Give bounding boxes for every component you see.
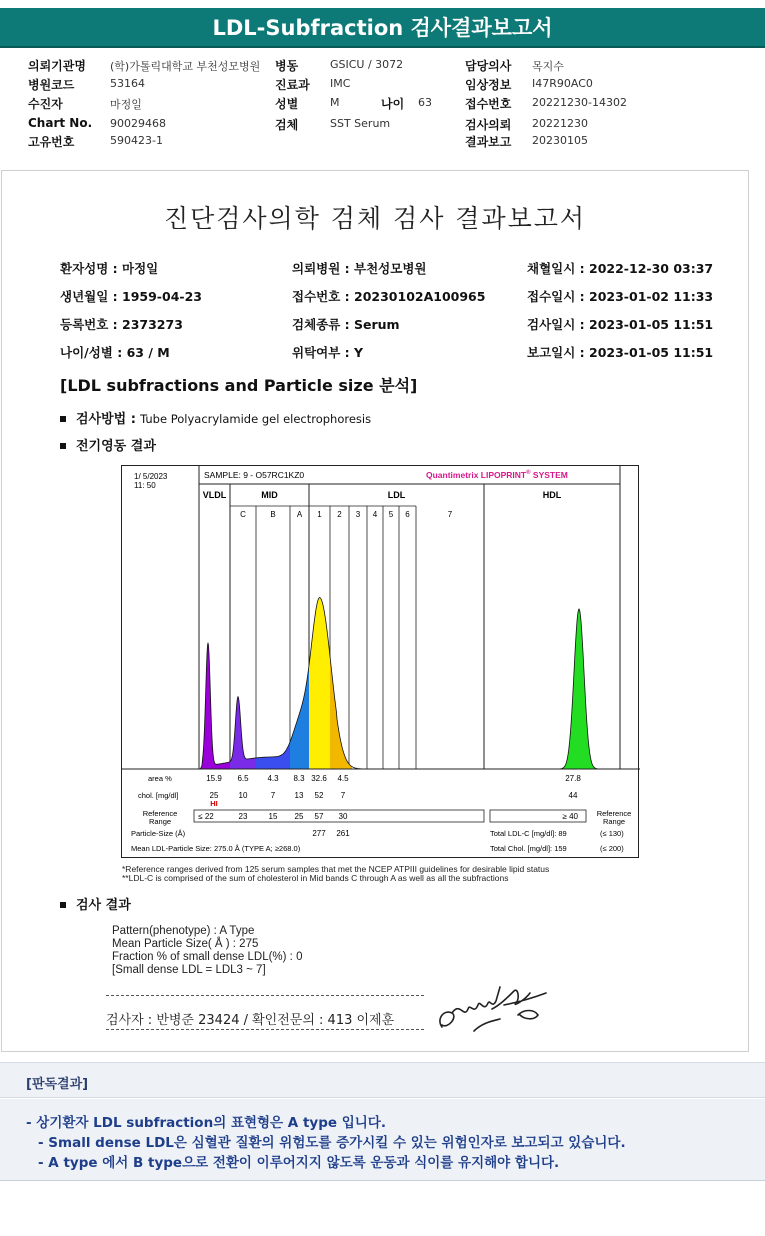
ldl1-area <box>309 598 330 769</box>
band-label-7: 7 <box>447 510 453 519</box>
header-value: 20230105 <box>532 134 588 147</box>
header-label: 병원코드 <box>28 78 75 92</box>
result-fraction: Fraction % of small dense LDL(%) : 0 <box>112 951 303 963</box>
total-ldl: Total LDL-C [mg/dl]: 89 <box>490 829 567 838</box>
header-value: 90029468 <box>110 117 166 130</box>
result-label: 검사 결과 <box>76 898 131 913</box>
header-value: GSICU / 3072 <box>330 58 404 71</box>
header-value: 목지수 <box>532 60 564 73</box>
interp-line-1: - 상기환자 LDL subfraction의 표현형은 A type 입니다. <box>26 1115 386 1131</box>
result-sdldl-def: [Small dense LDL = LDL3 ~ 7] <box>112 964 266 976</box>
particle-size-value: 261 <box>336 829 350 838</box>
result-row <box>60 894 131 913</box>
patient-info-item: 생년월일 : 1959-04-23 <box>60 289 202 304</box>
chol-label: chol. [mg/dl] <box>138 791 179 800</box>
interpretation-body <box>0 1099 765 1181</box>
area-value: 6.5 <box>237 774 249 783</box>
header-label: 임상정보 <box>465 78 512 92</box>
electrophoresis-chart <box>121 465 639 858</box>
report-card <box>1 170 749 1052</box>
header-value: I47R90AC0 <box>532 77 593 90</box>
chart-time: 11: 50 <box>134 481 156 490</box>
signer-line: 검사자 : 반병준 23424 / 확인전문의 : 413 이제훈 <box>106 1013 395 1028</box>
band-label-3: 3 <box>355 510 361 519</box>
chart-date: 1/ 5/2023 <box>134 472 168 481</box>
chart-sample: SAMPLE: 9 - O57RC1KZ0 <box>204 470 305 480</box>
area-label: area % <box>148 774 172 783</box>
ref-value: 57 <box>314 812 324 821</box>
interp-line-3: - A type 에서 B type으로 전환이 이루어지지 않도록 운동과 식이를 유지해야 합니다. <box>38 1155 560 1171</box>
report-header-title: LDL-Subfraction 검사결과보고서 <box>0 8 765 48</box>
ref-value: 25 <box>294 812 304 821</box>
band-label-4: 4 <box>372 510 378 519</box>
chol-value: 25 <box>209 791 219 800</box>
area-value: 4.5 <box>337 774 349 783</box>
chol-value: 10 <box>238 791 248 800</box>
electro-row <box>60 435 156 454</box>
chol-value: 7 <box>340 791 346 800</box>
header-value: 마정일 <box>110 98 142 111</box>
total-chol: Total Chol. [mg/dl]: 159 <box>490 844 567 853</box>
header-value: 20221230-14302 <box>532 96 627 109</box>
header-label: 병동 <box>275 59 299 73</box>
header-value: M <box>330 96 340 109</box>
total-chol-ref: (≤ 200) <box>600 844 624 853</box>
region-ldl: LDL <box>387 490 406 500</box>
header-value: 53164 <box>110 77 145 90</box>
band-label-C: C <box>240 510 246 519</box>
ref-label-right-1: Reference <box>596 809 632 818</box>
ref-label-2: Range <box>148 817 172 826</box>
header-value-age: 63 <box>418 96 432 109</box>
ref-value: 15 <box>268 812 278 821</box>
ref-value: ≤ 22 <box>198 812 214 821</box>
ref-value: 23 <box>238 812 248 821</box>
area-value: 27.8 <box>565 774 581 783</box>
patient-info-item: 의뢰병원 : 부천성모병원 <box>292 261 427 276</box>
header-value: (학)가톨릭대학교 부천성모병원 <box>110 60 261 73</box>
method-row <box>60 408 371 427</box>
header-label: 접수번호 <box>465 97 512 111</box>
patient-info-item: 보고일시 : 2023-01-05 11:51 <box>527 345 714 360</box>
total-ldl-ref: (≤ 130) <box>600 829 624 838</box>
patient-info-item: 환자성명 : 마정일 <box>60 261 159 276</box>
interpretation-header <box>0 1062 765 1098</box>
chol-value: 52 <box>314 791 324 800</box>
divider <box>106 1029 424 1030</box>
band-label-A: A <box>296 510 303 519</box>
interp-line-2: - Small dense LDL은 심혈관 질환의 위험도를 증가시킬 수 있는 위험인자로 보고되고 있습니다. <box>38 1135 626 1151</box>
header-label: Chart No. <box>28 116 93 130</box>
area-value: 15.9 <box>206 774 222 783</box>
header-label-age: 나이 <box>381 97 405 111</box>
chart-brand: Quantimetrix LIPOPRINT® SYSTEM <box>426 470 568 480</box>
area-value: 4.3 <box>267 774 279 783</box>
electropherogram-line <box>200 598 619 769</box>
hdl-area <box>552 609 602 769</box>
band-label-1: 1 <box>317 510 322 519</box>
header-label: 담당의사 <box>465 59 512 73</box>
mid-a-area <box>290 665 309 769</box>
report-title: 진단검사의학 검체 검사 결과보고서 <box>163 204 587 233</box>
header-label: 의뢰기관명 <box>28 59 86 73</box>
header-value: SST Serum <box>330 117 391 130</box>
chol-value: 44 <box>568 791 578 800</box>
header-value: 20221230 <box>532 117 588 130</box>
band-label-5: 5 <box>388 510 394 519</box>
bullet-icon <box>60 416 66 422</box>
method-label: 검사방법 : <box>76 412 136 427</box>
bullet-icon <box>60 902 66 908</box>
chol-value: 13 <box>294 791 304 800</box>
band-label-2: 2 <box>337 510 342 519</box>
header-value: 590423-1 <box>110 134 163 147</box>
signature-image <box>434 979 564 1035</box>
header-label: 성별 <box>275 97 299 111</box>
interpretation-title: [판독결과] <box>26 1077 89 1092</box>
header-label: 결과보고 <box>465 135 512 149</box>
header-label: 진료과 <box>275 78 310 92</box>
ref-label-1: Reference <box>142 809 178 818</box>
chart-svg <box>122 466 640 859</box>
footnote-2: **LDL-C is comprised of the sum of cholesterol in Mid bands C through A as well as all the subfractions <box>122 873 509 883</box>
header-value: IMC <box>330 77 351 90</box>
ref-label-right-2: Range <box>602 817 626 826</box>
header-label: 검체 <box>275 118 299 132</box>
region-hdl: HDL <box>542 490 562 500</box>
band-label-B: B <box>270 510 276 519</box>
result-mean-size: Mean Particle Size( Å ) : 275 <box>112 938 259 950</box>
region-vldl: VLDL <box>202 490 227 500</box>
particle-size-value: 277 <box>312 829 326 838</box>
patient-info-item: 접수일시 : 2023-01-02 11:33 <box>527 289 714 304</box>
electro-label: 전기영동 결과 <box>76 439 156 454</box>
vldl-area <box>200 643 230 769</box>
region-mid: MID <box>261 490 278 500</box>
header-label: 고유번호 <box>28 135 75 149</box>
hi-flag: HI <box>210 799 218 808</box>
band-label-6: 6 <box>405 510 410 519</box>
footnote-1: *Reference ranges derived from 125 serum samples that met the NCEP ATPIII guidelines for desirable lipid status <box>122 864 550 874</box>
area-value: 8.3 <box>293 774 305 783</box>
hdl-ref-value: ≥ 40 <box>562 812 578 821</box>
mid-b-area <box>256 742 290 769</box>
header-label: 검사의뢰 <box>465 118 512 132</box>
header-label: 수진자 <box>28 97 63 111</box>
result-pattern: Pattern(phenotype) : A Type <box>112 925 255 937</box>
particle-size-label: Particle-Size (Å) <box>131 829 186 838</box>
section-title: [LDL subfractions and Particle size 분석] <box>60 376 418 395</box>
patient-info-item: 접수번호 : 20230102A100965 <box>292 289 486 304</box>
patient-info-item: 나이/성별 : 63 / M <box>60 345 170 360</box>
patient-info-item: 검사일시 : 2023-01-05 11:51 <box>527 317 714 332</box>
ref-value: 30 <box>338 812 348 821</box>
mean-size: Mean LDL-Particle Size: 275.0 Å (TYPE A; ≥268.0) <box>131 844 301 853</box>
patient-info-item: 검체종류 : Serum <box>292 317 400 332</box>
method-value: Tube Polyacrylamide gel electrophoresis <box>140 412 372 426</box>
area-value: 32.6 <box>311 774 327 783</box>
bullet-icon <box>60 443 66 449</box>
patient-info-item: 위탁여부 : Y <box>292 345 364 360</box>
divider <box>106 995 424 996</box>
patient-info-item: 등록번호 : 2373273 <box>60 317 183 332</box>
patient-info-item: 채혈일시 : 2022-12-30 03:37 <box>527 261 714 276</box>
chol-value: 7 <box>270 791 276 800</box>
